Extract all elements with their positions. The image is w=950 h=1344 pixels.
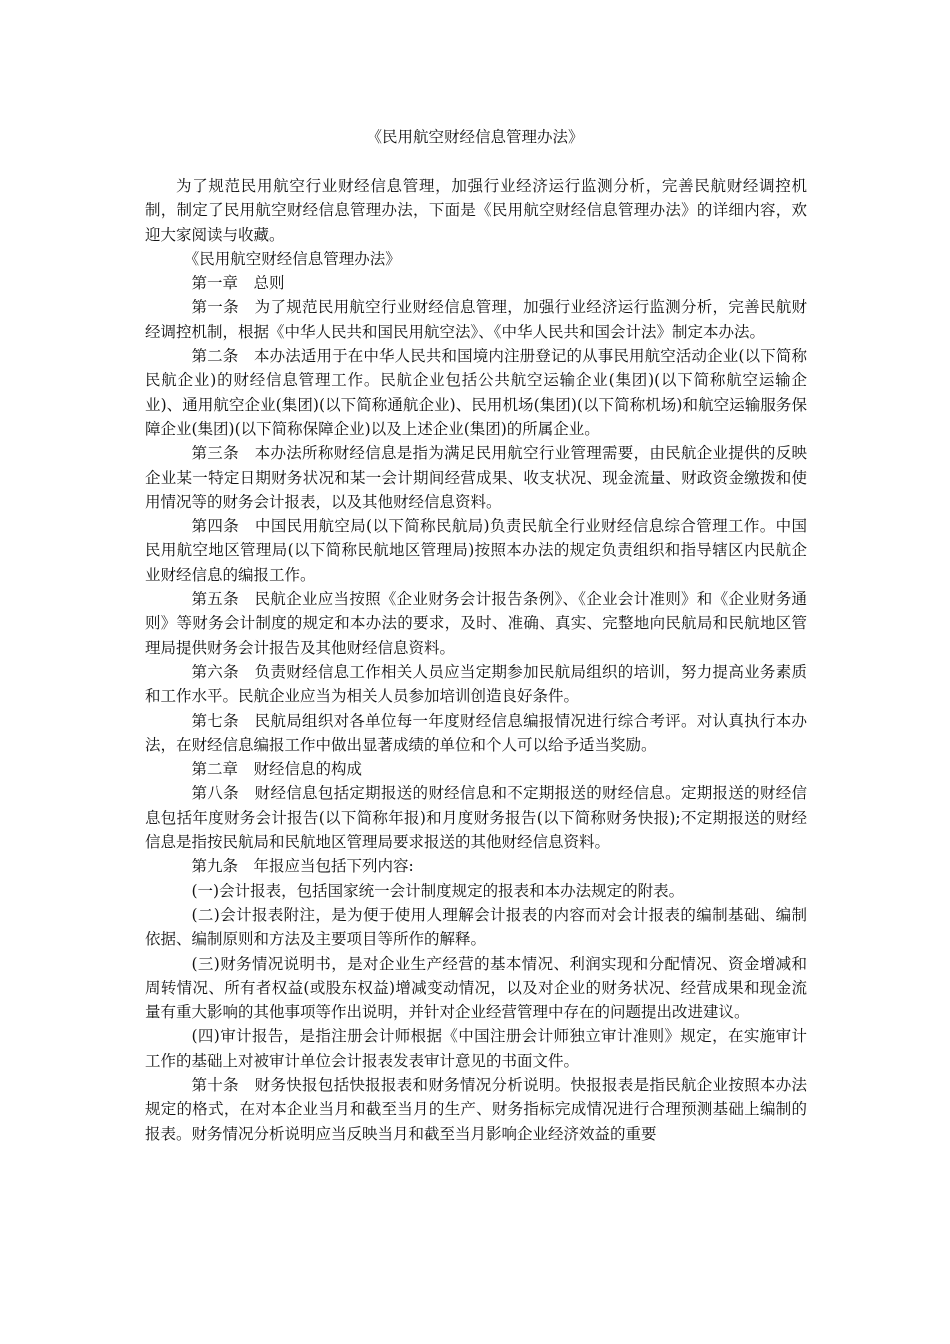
article-6: 第六条 负责财经信息工作相关人员应当定期参加民航局组织的培训，努力提高业务素质和工作水平。民航企业应当为相关人员参加培训创造良好条件。 [145,662,807,706]
article-5: 第五条 民航企业应当按照《企业财务会计报告条例》、《企业会计准则》和《企业财务通则》等财务会计制度的规定和本办法的要求，及时、准确、真实、完整地向民航局和民航地区管理局提供财务会计报告及其他财经信息资料。 [145,590,807,657]
article-7: 第七条 民航局组织对各单位每一年度财经信息编报情况进行综合考评。对认真执行本办法，在财经信息编报工作中做出显著成绩的单位和个人可以给予适当奖励。 [145,711,807,754]
document-title: 《民用航空财经信息管理办法》 [366,128,584,146]
list-item: (四)审计报告，是指注册会计师根据《中国注册会计师独立审计准则》规定，在实施审计工作的基础上对被审计单位会计报表发表审计意见的书面文件。 [145,1027,807,1070]
document-body [145,174,807,1146]
chapter-heading: 第二章 财经信息的构成 [191,760,363,779]
chapter-heading: 第一章 总则 [191,274,285,293]
inner-title: 《民用航空财经信息管理办法》 [183,249,401,268]
list-item: (二)会计报表附注，是为便于使用人理解会计报表的内容而对会计报表的编制基础、编制依据、编制原则和方法及主要项目等所作的解释。 [145,905,807,949]
article-8: 第八条 财经信息包括定期报送的财经信息和不定期报送的财经信息。定期报送的财经信息包括年度财务会计报告(以下简称年报)和月度财务报告(以下简称财务快报);不定期报送的财经信息是指按民航局和民航地区管理局要求报送的其他财经信息资料。 [145,784,807,852]
article-9: 第九条 年报应当包括下列内容: [191,857,414,876]
article-2: 第二条 本办法适用于在中华人民共和国境内注册登记的从事民用航空活动企业(以下简称民航企业)的财经信息管理工作。民航企业包括公共航空运输企业(集团)(以下简称航空运输企业)、通用航空企业(集团)(以下简称通航企业)、民用机场(集团)(以下简称机场)和航空运输服务保障企业(集团)(以下简称保障企业)以及上述企业(集团)的所属企业。 [145,347,807,438]
article-4: 第四条 中国民用航空局(以下简称民航局)负责民航全行业财经信息综合管理工作。中国民用航空地区管理局(以下简称民航地区管理局)按照本办法的规定负责组织和指导辖区内民航企业财经信息的编报工作。 [145,517,807,584]
intro-paragraph: 为了规范民用航空行业财经信息管理，加强行业经济运行监测分析，完善民航财经调控机制，制定了民用航空财经信息管理办法，下面是《民用航空财经信息管理办法》的详细内容，欢迎大家阅读与收藏。 [145,177,807,244]
list-item: (三)财务情况说明书，是对企业生产经营的基本情况、利润实现和分配情况、资金增减和周转情况、所有者权益(或股东权益)增减变动情况，以及对企业的财务状况、经营成果和现金流量有重大影响的其他事项等作出说明，并针对企业经营管理中存在的问题提出改进建议。 [145,954,807,1022]
article-10: 第十条 财务快报包括快报报表和财务情况分析说明。快报报表是指民航企业按照本办法规定的格式，在对本企业当月和截至当月的生产、财务指标完成情况进行合理预测基础上编制的报表。财务情况分析说明应当反映当月和截至当月影响企业经济效益的重要 [145,1075,807,1143]
list-item: (一)会计报表，包括国家统一会计制度规定的报表和本办法规定的附表。 [191,881,685,900]
article-1: 第一条 为了规范民用航空行业财经信息管理，加强行业经济运行监测分析，完善民航财经调控机制，根据《中华人民共和国民用航空法》、《中华人民共和国会计法》制定本办法。 [145,298,807,341]
article-3: 第三条 本办法所称财经信息是指为满足民用航空行业管理需要，由民航企业提供的反映企业某一特定日期财务状况和某一会计期间经营成果、收支状况、现金流量、财政资金缴拨和使用情况等的财务会计报表，以及其他财经信息资料。 [145,444,807,511]
